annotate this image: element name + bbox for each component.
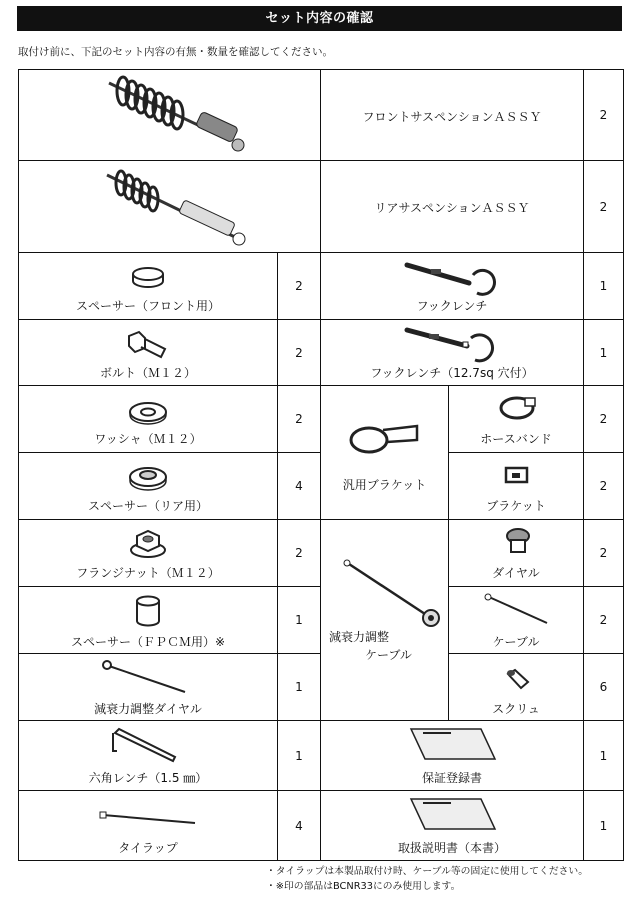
cable-icon — [483, 593, 553, 627]
bolt-icon — [125, 330, 171, 360]
spacer-rear-qty: 4 — [295, 479, 303, 493]
cell-hex-wrench-qty — [278, 721, 321, 791]
cell-bolt — [19, 320, 278, 386]
cell-spacer-rear-qty — [278, 453, 321, 520]
bolt-label: ボルト（Ｍ１２） — [99, 366, 196, 380]
hex-wrench-icon — [109, 727, 179, 763]
rear-suspension-icon — [99, 167, 249, 249]
cell-screw-qty — [584, 654, 624, 721]
cell-bolt-qty — [278, 320, 321, 386]
cell-damping-cable — [321, 520, 449, 721]
washer-label: ワッシャ（Ｍ１２） — [94, 432, 202, 446]
cell-front-susp-image — [19, 70, 321, 161]
hook-wrench-hole-icon — [403, 324, 503, 362]
screw-label: スクリュ — [492, 702, 540, 716]
cell-spacer-rear — [19, 453, 278, 520]
damping-dial-label: 減衰力調整ダイヤル — [94, 702, 202, 716]
cell-manual-qty — [584, 791, 624, 861]
cell-manual — [321, 791, 584, 861]
cell-bracket-qty — [584, 453, 624, 520]
spacer-front-label: スペーサー（フロント用） — [75, 299, 220, 313]
front-suspension-label: フロントサスペンションＡＳＳＹ — [362, 110, 542, 124]
cell-cable — [449, 587, 584, 654]
tie-wrap-icon — [99, 809, 199, 829]
bracket-icon — [503, 465, 531, 487]
cell-hook-wrench-hole — [321, 320, 584, 386]
hose-band-icon — [495, 392, 541, 424]
section-header: セット内容の確認 — [17, 6, 622, 31]
spacer-rear-icon — [127, 465, 169, 493]
rear-suspension-label: リアサスペンションＡＳＳＹ — [374, 201, 530, 215]
hose-band-qty: 2 — [599, 412, 608, 426]
spacer-ring-icon — [130, 265, 166, 291]
cell-spacer-fpcm-qty — [278, 587, 321, 654]
cell-spacer-fpcm — [19, 587, 278, 654]
generic-bracket-icon — [347, 418, 425, 458]
cell-rear-susp-qty — [584, 161, 624, 253]
cell-bracket — [449, 453, 584, 520]
hook-wrench-hole-label: フックレンチ（12.7sq 穴付） — [370, 366, 534, 380]
cell-hex-wrench — [19, 721, 278, 791]
cell-warranty — [321, 721, 584, 791]
cell-tie-wrap-qty — [278, 791, 321, 861]
bolt-qty: 2 — [295, 345, 303, 360]
contents-table — [18, 69, 624, 861]
cell-damping-dial-adj — [19, 654, 278, 721]
front-suspension-qty: 2 — [599, 108, 608, 122]
spacer-fpcm-icon — [134, 595, 162, 629]
tie-wrap-label: タイラップ — [118, 841, 178, 855]
cable-qty: 2 — [599, 613, 608, 627]
cell-hook-wrench-hole-qty — [584, 320, 624, 386]
damping-cable-label-line2: ケーブル — [365, 648, 412, 662]
screw-qty: 6 — [599, 680, 608, 694]
bracket-qty: 2 — [599, 479, 608, 493]
cell-warranty-qty — [584, 721, 624, 791]
cell-hose-band — [449, 386, 584, 453]
footnote-tie-wrap: ・タイラップは本製品取付け時、ケーブル等の固定に使用してください。 — [266, 866, 589, 877]
spacer-fpcm-label: スペーサー（ＦＰＣＭ用）※ — [70, 635, 226, 649]
hex-wrench-qty: 1 — [295, 748, 303, 763]
hook-wrench-hole-qty: 1 — [599, 345, 608, 360]
damping-dial-icon — [99, 658, 189, 696]
cell-rear-susp-label — [321, 161, 584, 253]
cell-front-susp-label — [321, 70, 584, 161]
cell-dial-qty — [584, 520, 624, 587]
warranty-label: 保証登録書 — [421, 771, 482, 785]
cell-rear-susp-image — [19, 161, 321, 253]
hex-wrench-label: 六角レンチ（1.5 ㎜） — [88, 771, 208, 785]
dial-icon — [503, 526, 533, 558]
washer-icon — [127, 400, 169, 426]
flange-nut-label: フランジナット（Ｍ１２） — [76, 566, 220, 580]
spacer-rear-label: スペーサー（リア用） — [87, 499, 208, 513]
cell-hose-band-qty — [584, 386, 624, 453]
warranty-card-icon — [405, 727, 501, 761]
cell-generic-bracket — [321, 386, 449, 520]
front-suspension-icon — [101, 75, 251, 157]
cell-washer-qty — [278, 386, 321, 453]
spacer-fpcm-qty: 1 — [295, 613, 303, 627]
cell-dial — [449, 520, 584, 587]
manual-label: 取扱説明書（本書） — [397, 841, 506, 855]
manual-qty: 1 — [599, 818, 608, 833]
washer-qty: 2 — [295, 412, 303, 426]
flange-nut-qty: 2 — [295, 546, 303, 560]
manual-icon — [405, 797, 501, 831]
cell-hook-wrench — [321, 253, 584, 320]
cell-washer — [19, 386, 278, 453]
hook-wrench-icon — [403, 259, 503, 293]
cell-hook-wrench-qty — [584, 253, 624, 320]
damping-cable-label-line1: 減衰力調整 — [329, 630, 390, 644]
dial-label: ダイヤル — [492, 566, 540, 580]
intro-text: 取付け前に、下記のセット内容の有無・数量を確認してください。 — [18, 46, 333, 58]
bracket-label: ブラケット — [486, 499, 546, 513]
cell-flange-nut — [19, 520, 278, 587]
rear-suspension-qty: 2 — [599, 199, 608, 214]
cell-spacer-front — [19, 253, 278, 320]
cell-front-susp-qty — [584, 70, 624, 161]
cell-cable-qty — [584, 587, 624, 654]
cell-tie-wrap — [19, 791, 278, 861]
dial-qty: 2 — [599, 546, 608, 560]
cell-screw — [449, 654, 584, 721]
flange-nut-icon — [129, 528, 167, 560]
hook-wrench-label: フックレンチ — [416, 299, 488, 313]
cable-label: ケーブル — [492, 635, 540, 649]
spacer-front-qty: 2 — [295, 279, 303, 293]
cell-spacer-front-qty — [278, 253, 321, 320]
screw-icon — [505, 668, 531, 690]
cell-damping-dial-qty — [278, 654, 321, 721]
tie-wrap-qty: 4 — [295, 818, 303, 833]
damping-dial-qty: 1 — [295, 680, 303, 694]
footnotes — [266, 864, 588, 894]
damping-cable-icon — [341, 558, 441, 628]
hose-band-label: ホースバンド — [480, 432, 552, 446]
hook-wrench-qty: 1 — [599, 279, 608, 293]
cell-flange-nut-qty — [278, 520, 321, 587]
footnote-bcnr33: ・※印の部品はBCNR33にのみ使用します。 — [266, 881, 461, 892]
warranty-qty: 1 — [599, 748, 608, 763]
generic-bracket-label: 汎用ブラケット — [342, 478, 427, 492]
